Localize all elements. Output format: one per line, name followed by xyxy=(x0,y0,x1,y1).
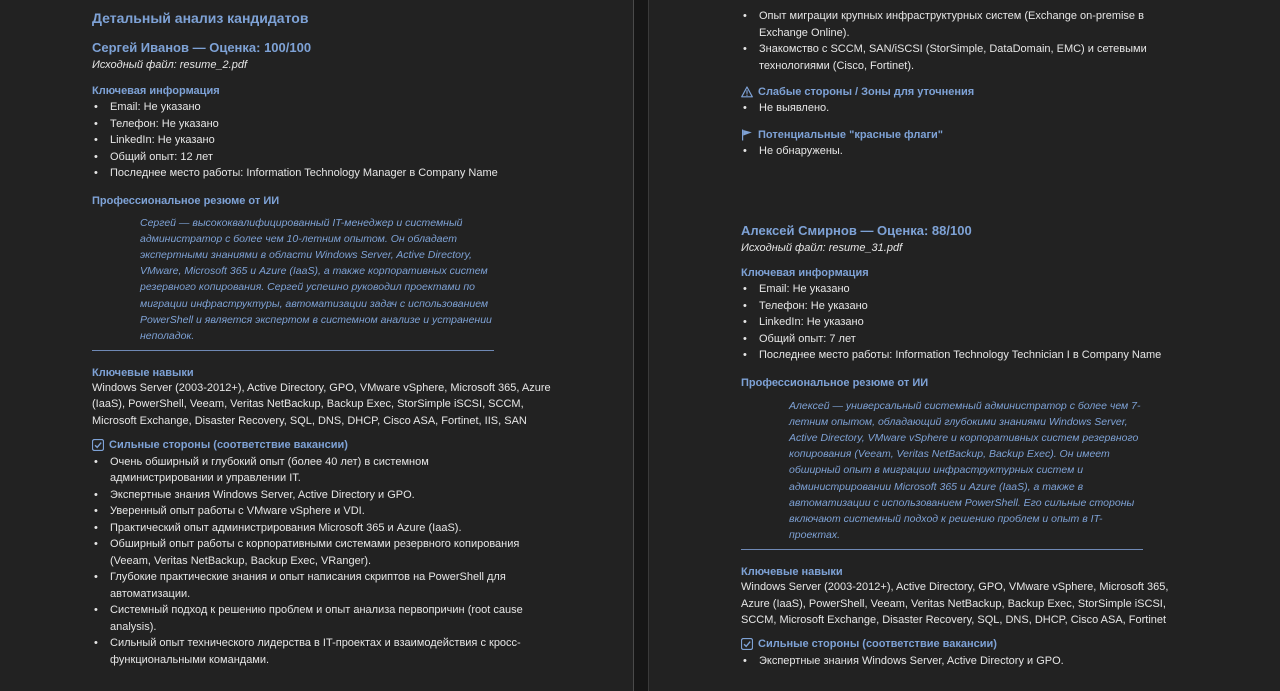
page-right-content xyxy=(741,8,1169,669)
skills-text: Windows Server (2003-2012+), Active Directory, GPO, VMware vSphere, Microsoft 365, Azure (IaaS), PowerShell, Veeam, Veritas NetBackup, Backup Exec, StorSimple iSCSI, SCCM, Microsoft Exchange, Disaster Recovery, SQL, DNS, DHCP, Cisco ASA, Fortinet xyxy=(741,581,1169,626)
checkbox-icon xyxy=(741,638,753,650)
key-info-list xyxy=(92,99,552,182)
skills-heading: Ключевые навыки xyxy=(741,566,843,579)
list-item: • Email: Не указано xyxy=(110,99,552,116)
candidate-heading: Сергей Иванов — Оценка: 100/100 xyxy=(92,40,312,55)
source-file: Исходный файл: resume_31.pdf xyxy=(741,242,903,254)
list-item: • Системный подход к решению проблем и опыт анализа первопричин (root cause analysis). xyxy=(110,602,530,635)
list-item: • Очень обширный и глубокий опыт (более 40 лет) в системном администрировании и управлении IT. xyxy=(110,454,530,487)
skills-text: Windows Server (2003-2012+), Active Directory, GPO, VMware vSphere, Microsoft 365, Azure (IaaS), PowerShell, Veeam, Veritas NetBackup, Backup Exec, StorSimple iSCSI, SCCM, Microsoft Exchange, Disaster Recovery, SQL, DNS, DHCP, Cisco ASA, Fortinet, IIS, SAN xyxy=(92,382,551,427)
list-item: • Знакомство с SCCM, SAN/iSCSI (StorSimple, DataDomain, EMC) и сетевыми технологиями (Cisco, Fortinet). xyxy=(759,41,1179,74)
list-item: • LinkedIn: Не указано xyxy=(110,132,552,149)
continued-strengths-list xyxy=(741,8,1179,74)
source-file: Исходный файл: resume_2.pdf xyxy=(92,59,248,71)
document-page-right xyxy=(649,0,1280,691)
key-info-heading: Ключевая информация xyxy=(741,267,869,279)
key-info-heading: Ключевая информация xyxy=(92,85,220,97)
candidate-heading: Алексей Смирнов — Оценка: 88/100 xyxy=(741,223,972,238)
checkbox-icon xyxy=(92,439,104,451)
key-info-list xyxy=(741,281,1179,364)
list-item: • Глубокие практические знания и опыт написания скриптов на PowerShell для автоматизации. xyxy=(110,569,530,602)
summary-heading: Профессиональное резюме от ИИ xyxy=(741,376,929,389)
list-item: • Последнее место работы: Information Technology Technician I в Company Name xyxy=(759,347,1179,364)
list-item: • Экспертные знания Windows Server, Active Directory и GPO. xyxy=(110,487,530,504)
list-item: • Опыт миграции крупных инфраструктурных систем (Exchange on-premise в Exchange Online). xyxy=(759,8,1179,41)
list-item: • Экспертные знания Windows Server, Active Directory и GPO. xyxy=(759,653,1161,670)
page-left-content xyxy=(92,10,552,668)
list-item: • Телефон: Не указано xyxy=(110,116,552,133)
weak-heading-label: Слабые стороны / Зоны для уточнения xyxy=(758,86,975,98)
list-item: • Не обнаружены. xyxy=(759,143,1161,160)
skills-heading: Ключевые навыки xyxy=(92,367,194,380)
list-item: • Общий опыт: 7 лет xyxy=(759,331,1179,348)
list-item: • Общий опыт: 12 лет xyxy=(110,149,552,166)
strengths-list xyxy=(92,454,530,669)
weak-list xyxy=(741,100,1161,117)
flags-list xyxy=(741,143,1161,160)
list-item: • Уверенный опыт работы с VMware vSphere и VDI. xyxy=(110,503,530,520)
strengths-heading xyxy=(741,638,1161,650)
strengths-heading-label: Сильные стороны (соответствие вакансии) xyxy=(758,637,997,650)
list-item: • Последнее место работы: Information Technology Manager в Company Name xyxy=(110,165,552,182)
page-gutter xyxy=(633,0,649,691)
strengths-heading-label: Сильные стороны (соответствие вакансии) xyxy=(109,438,348,451)
document-page-left xyxy=(0,0,633,691)
list-item: • Не выявлено. xyxy=(759,100,1161,117)
weak-heading xyxy=(741,86,1161,98)
flags-heading xyxy=(741,129,1161,141)
summary-heading: Профессиональное резюме от ИИ xyxy=(92,194,280,207)
list-item: • LinkedIn: Не указано xyxy=(759,314,1179,331)
list-item: • Email: Не указано xyxy=(759,281,1179,298)
flags-heading-label: Потенциальные "красные флаги" xyxy=(758,128,944,141)
list-item: • Практический опыт администрирования Microsoft 365 и Azure (IaaS). xyxy=(110,520,530,537)
list-item: • Обширный опыт работы с корпоративными системами резервного копирования (Veeam, Veritas NetBackup, Backup Exec, VRanger). xyxy=(110,536,530,569)
strengths-list xyxy=(741,653,1161,670)
ai-summary-quote: Алексей — универсальный системный администратор с более чем 7-летним опытом, обладающий глубокими знаниями Windows Server, Active Directory, VMware vSphere и корпоративных систем резервного копирования (Veeam, Veritas NetBackup, Backup Exec). Он имеет обширный опыт в миграции инфраструктурных систем и администрировании Microsoft 365 и Azure (IaaS), а также в автоматизации с использованием PowerShell. Его сильные стороны включают системный подход к решению проблем и опыт в IT-проектах. xyxy=(741,398,1143,551)
flag-icon xyxy=(741,129,753,141)
warning-icon xyxy=(741,86,753,98)
list-item: • Телефон: Не указано xyxy=(759,298,1179,315)
list-item: • Сильный опыт технического лидерства в IT-проектах и взаимодействия с кросс-функциональными командами. xyxy=(110,635,530,668)
document-title: Детальный анализ кандидатов xyxy=(92,10,309,26)
ai-summary-quote: Сергей — высококвалифицированный IT-менеджер и системный администратор с более чем 10-летним опытом. Он обладает экспертными знаниями в области Windows Server, Active Directory, VMware, Microsoft 365 и Azure (IaaS), а также корпоративных систем резервного копирования. Сергей успешно руководил проектами по миграции инфраструктуры, автоматизации задач с использованием PowerShell и является экспертом в системном анализе и устранении неполадок. xyxy=(92,215,494,352)
strengths-heading xyxy=(92,439,552,451)
